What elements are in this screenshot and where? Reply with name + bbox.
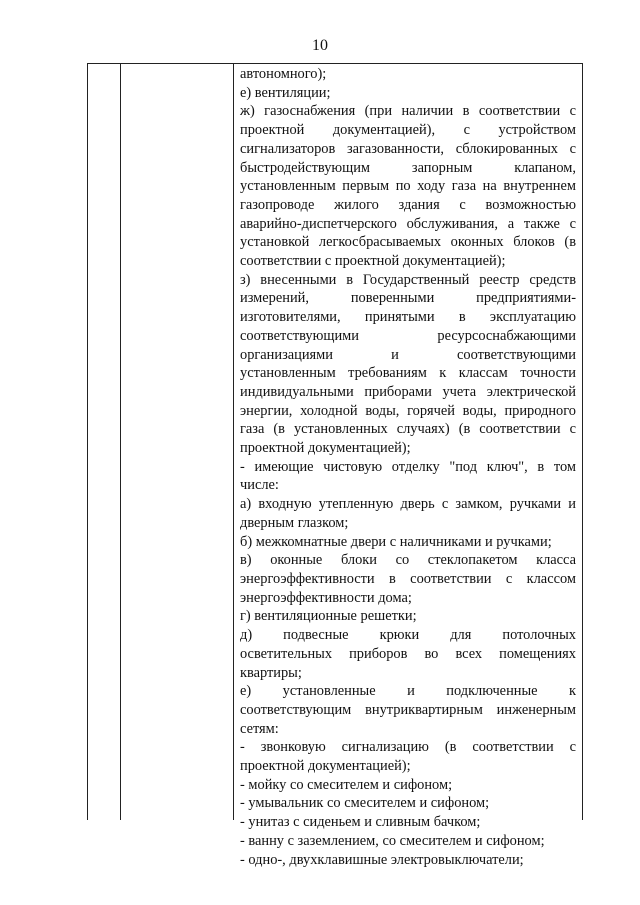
text-line: энергоэффективности дома; — [240, 589, 412, 606]
text-line: энергоэффективности в соответствии с классом — [240, 570, 576, 587]
text-line: соответствующими ресурсоснабжающими — [240, 327, 576, 344]
text-line: быстродействующим запорным клапаном, — [240, 159, 576, 176]
text-line: квартиры; — [240, 664, 302, 681]
text-line: проектной документацией); — [240, 758, 411, 775]
text-line: е) установленные и подключенные к — [240, 683, 576, 700]
requirements-cell-text — [240, 65, 576, 869]
requirements-table — [87, 63, 583, 868]
text-line: г) вентиляционные решетки; — [240, 608, 417, 625]
text-line: - мойку со смесителем и сифоном; — [240, 776, 453, 793]
text-line: индивидуальными приборами учета электрической — [240, 383, 576, 400]
text-line: - ванну с заземлением, со смесителем и сифоном; — [240, 832, 545, 849]
text-line: осветительных приборов во всех помещениях — [240, 645, 576, 662]
text-line: проектной документацией), с устройством — [240, 122, 576, 139]
text-line: в) оконные блоки со стеклопакетом класса — [240, 552, 576, 569]
page-number: 10 — [312, 37, 328, 54]
column-divider — [120, 64, 121, 820]
text-line: - унитаз с сиденьем и сливным бачком; — [240, 814, 481, 831]
text-line: измерений, поверенными предприятиями- — [240, 290, 576, 307]
text-line: соответствующим внутриквартирным инженерным — [240, 701, 576, 718]
text-line: аварийно-диспетчерского обслуживания, а также с — [240, 215, 576, 232]
text-line: д) подвесные крюки для потолочных — [240, 627, 576, 644]
text-line: а) входную утепленную дверь с замком, ручками и — [240, 496, 576, 513]
text-line: газа (в установленных случаях) (в соответствии с — [240, 421, 576, 438]
text-line: з) внесенными в Государственный реестр средств — [240, 271, 576, 288]
text-line: ж) газоснабжения (при наличии в соответствии с — [240, 103, 576, 120]
column-divider — [233, 64, 234, 820]
text-line: соответствии с проектной документацией); — [240, 253, 506, 270]
text-line: - одно-, двухклавишные электровыключатели; — [240, 851, 524, 868]
text-line: изготовителями, принятыми в эксплуатацию — [240, 309, 576, 326]
text-line: числе: — [240, 477, 279, 494]
text-line: дверным глазком; — [240, 514, 349, 531]
text-line: сигнализаторов загазованности, сблокированных с — [240, 140, 576, 157]
text-line: б) межкомнатные двери с наличниками и ручками; — [240, 533, 552, 550]
text-line: проектной документацией); — [240, 440, 411, 457]
text-line: - имеющие чистовую отделку "под ключ", в том — [240, 458, 576, 475]
text-line: организациями и соответствующими — [240, 346, 576, 363]
text-line: установкой легкосбрасываемых оконных блоков (в — [240, 234, 576, 251]
text-line: - звонковую сигнализацию (в соответствии с — [240, 739, 576, 756]
text-line: установленным первым по ходу газа на внутреннем — [240, 178, 576, 195]
text-line: сетям: — [240, 720, 279, 737]
text-line: газопроводе жилого здания с возможностью — [240, 196, 576, 213]
text-line: е) вентиляции; — [240, 84, 331, 101]
text-line: автономного); — [240, 66, 327, 82]
text-line: - умывальник со смесителем и сифоном; — [240, 795, 490, 812]
text-line: установленным требованиям к классам точности — [240, 365, 576, 382]
text-line: энергии, холодной воды, горячей воды, природного — [240, 402, 576, 419]
